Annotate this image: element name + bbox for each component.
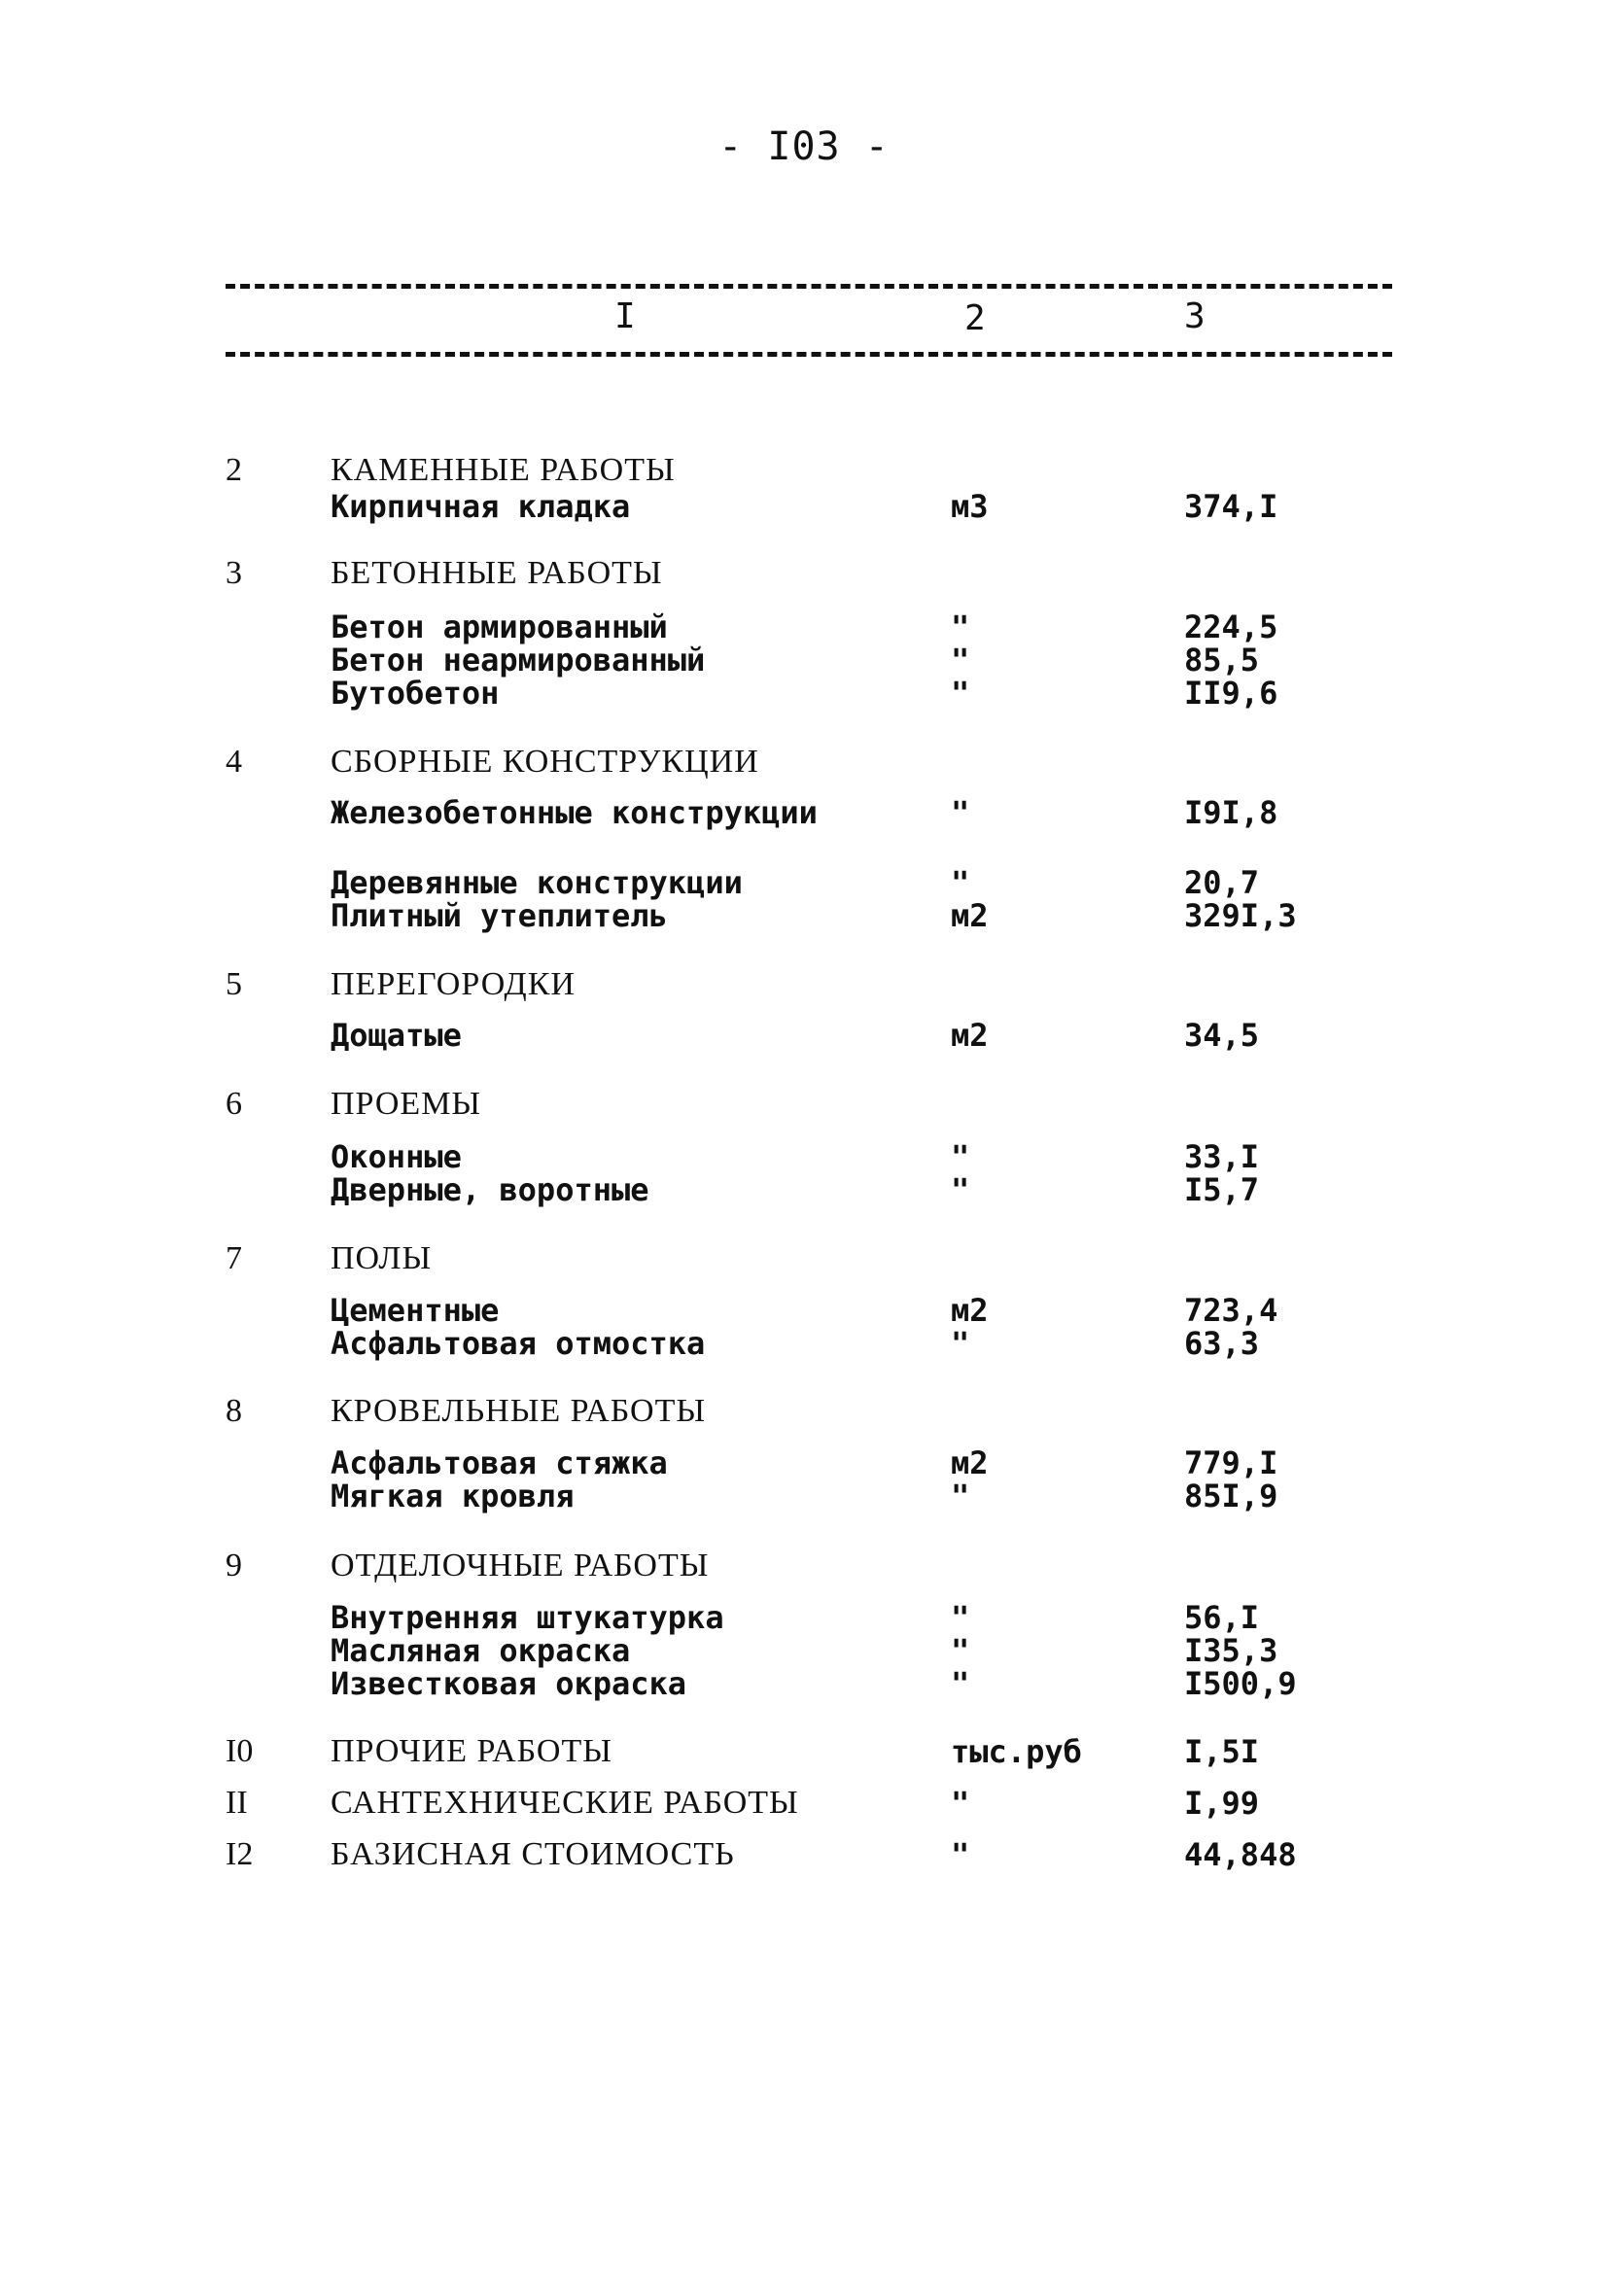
- table-row: [0, 1241, 1608, 1276]
- section-title: САНТЕХНИЧЕСКИЕ РАБОТЫ: [331, 1785, 799, 1821]
- value-cell: 20,7: [1184, 864, 1260, 901]
- unit-cell: ": [951, 864, 970, 901]
- value-cell: 34,5: [1184, 1017, 1260, 1054]
- section-title: БАЗИСНАЯ СТОИМОСТЬ: [331, 1836, 735, 1872]
- table-row: [0, 609, 1608, 644]
- table-row: [0, 1734, 1608, 1769]
- row-number: 9: [226, 1548, 242, 1583]
- column-header-1: I: [614, 296, 636, 336]
- item-label: Дощатые: [331, 1017, 462, 1054]
- unit-cell: м2: [951, 1017, 989, 1054]
- section-title: КРОВЕЛЬНЫЕ РАБОТЫ: [331, 1393, 706, 1429]
- table-row: [0, 1786, 1608, 1821]
- item-label: Деревянные конструкции: [331, 864, 743, 901]
- table-row: [0, 1548, 1608, 1583]
- row-number: 2: [226, 452, 242, 488]
- table-row: [0, 643, 1608, 678]
- unit-cell: ": [951, 1478, 970, 1514]
- value-cell: 33,I: [1184, 1138, 1260, 1175]
- item-label: Цементные: [331, 1292, 500, 1329]
- table-row: [0, 1633, 1608, 1668]
- table-row: [0, 1478, 1608, 1513]
- table-row: [0, 1293, 1608, 1328]
- table-row: [0, 1600, 1608, 1635]
- item-label: Масляная окраска: [331, 1632, 631, 1669]
- row-number: II: [226, 1785, 248, 1821]
- table-row: [0, 1445, 1608, 1480]
- value-cell: 329I,3: [1184, 897, 1297, 934]
- unit-cell: ": [951, 794, 970, 831]
- unit-cell: ": [951, 609, 970, 645]
- value-cell: 224,5: [1184, 609, 1278, 645]
- unit-cell: ": [951, 1325, 970, 1362]
- row-number: 5: [226, 966, 242, 1002]
- section-title: ОТДЕЛОЧНЫЕ РАБОТЫ: [331, 1548, 710, 1583]
- section-title: КАМЕННЫЕ РАБОТЫ: [331, 452, 676, 488]
- unit-cell: ": [951, 1632, 970, 1669]
- row-number: 3: [226, 555, 242, 591]
- value-cell: I9I,8: [1184, 794, 1278, 831]
- item-label: Дверные, воротные: [331, 1171, 649, 1208]
- unit-cell: ": [951, 1785, 970, 1822]
- unit-cell: ": [951, 675, 970, 712]
- unit-cell: ": [951, 1138, 970, 1175]
- table-row: [0, 1394, 1608, 1429]
- item-label: Известковая окраска: [331, 1665, 687, 1702]
- section-title: ПРОЧИЕ РАБОТЫ: [331, 1733, 612, 1769]
- unit-cell: ": [951, 642, 970, 678]
- value-cell: 374,I: [1184, 488, 1278, 525]
- table-row: [0, 1139, 1608, 1174]
- unit-cell: тыс.руб: [951, 1733, 1082, 1770]
- section-title: ПОЛЫ: [331, 1240, 433, 1276]
- value-cell: 779,I: [1184, 1444, 1278, 1481]
- value-cell: II9,6: [1184, 675, 1278, 712]
- value-cell: 85I,9: [1184, 1478, 1278, 1514]
- value-cell: 56,I: [1184, 1599, 1260, 1636]
- item-label: Бетон неармированный: [331, 642, 706, 678]
- value-cell: 85,5: [1184, 642, 1260, 678]
- column-header-3: 3: [1184, 296, 1206, 336]
- table-row: [0, 1837, 1608, 1872]
- table-row: [0, 489, 1608, 524]
- table-row: [0, 795, 1608, 830]
- item-label: Оконные: [331, 1138, 462, 1175]
- row-number: I2: [226, 1836, 254, 1872]
- row-number: 7: [226, 1240, 242, 1276]
- unit-cell: м2: [951, 1292, 989, 1329]
- unit-cell: м2: [951, 897, 989, 934]
- item-label: Мягкая кровля: [331, 1478, 575, 1514]
- value-cell: I,99: [1184, 1785, 1260, 1822]
- unit-cell: ": [951, 1599, 970, 1636]
- table-row: [0, 676, 1608, 711]
- row-number: 4: [226, 744, 242, 780]
- item-label: Бутобетон: [331, 675, 500, 712]
- column-header-2: 2: [964, 298, 986, 338]
- unit-cell: ": [951, 1171, 970, 1208]
- table-row: [0, 556, 1608, 591]
- value-cell: I500,9: [1184, 1665, 1297, 1702]
- table-row: [0, 1172, 1608, 1207]
- item-label: Плитный утеплитель: [331, 897, 668, 934]
- unit-cell: м3: [951, 488, 989, 525]
- table-row: [0, 1018, 1608, 1053]
- value-cell: I35,3: [1184, 1632, 1278, 1669]
- value-cell: 63,3: [1184, 1325, 1260, 1362]
- table-row: [0, 1326, 1608, 1361]
- table-row: [0, 453, 1608, 488]
- page-number: - I03 -: [718, 124, 890, 169]
- unit-cell: ": [951, 1665, 970, 1702]
- unit-cell: ": [951, 1836, 970, 1873]
- table-row: [0, 1087, 1608, 1122]
- table-row: [0, 865, 1608, 900]
- item-label: Асфальтовая отмостка: [331, 1325, 706, 1362]
- row-number: I0: [226, 1733, 254, 1769]
- item-label: Бетон армированный: [331, 609, 668, 645]
- row-number: 6: [226, 1086, 242, 1122]
- value-cell: I5,7: [1184, 1171, 1260, 1208]
- table-row: [0, 1666, 1608, 1701]
- section-title: БЕТОННЫЕ РАБОТЫ: [331, 555, 663, 591]
- section-title: ПЕРЕГОРОДКИ: [331, 966, 576, 1002]
- section-title: ПРОЕМЫ: [331, 1086, 482, 1122]
- value-cell: 723,4: [1184, 1292, 1278, 1329]
- item-label: Асфальтовая стяжка: [331, 1444, 668, 1481]
- section-title: СБОРНЫЕ КОНСТРУКЦИИ: [331, 744, 759, 780]
- item-label: Внутренняя штукатурка: [331, 1599, 724, 1636]
- value-cell: 44,848: [1184, 1836, 1297, 1873]
- unit-cell: м2: [951, 1444, 989, 1481]
- item-label: Железобетонные конструкции: [331, 794, 818, 831]
- table-row: [0, 967, 1608, 1002]
- item-label: Кирпичная кладка: [331, 488, 631, 525]
- row-number: 8: [226, 1393, 242, 1429]
- value-cell: I,5I: [1184, 1733, 1260, 1770]
- table-row: [0, 745, 1608, 780]
- table-row: [0, 898, 1608, 933]
